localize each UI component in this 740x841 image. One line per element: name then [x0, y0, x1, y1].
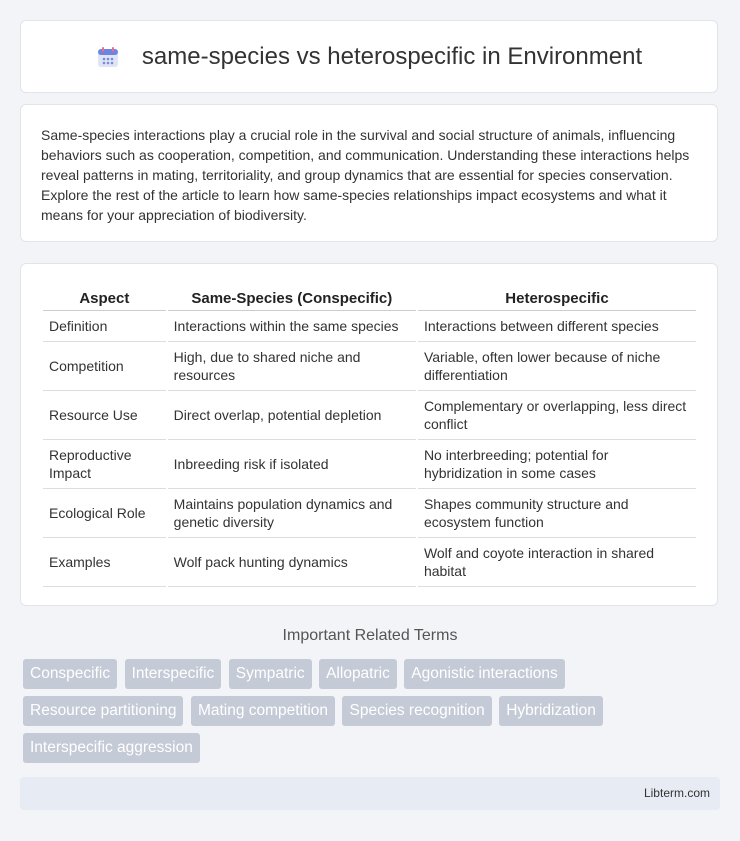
- table-cell: Complementary or overlapping, less direct conflict: [418, 391, 696, 440]
- related-terms-list: [23, 659, 723, 770]
- table-row: [43, 311, 696, 342]
- term-tag[interactable]: Agonistic interactions: [404, 659, 564, 689]
- related-terms-heading: Important Related Terms: [282, 627, 458, 644]
- table-cell: Interactions within the same species: [168, 311, 416, 342]
- table-header-row: [43, 284, 696, 311]
- page-title: same-species vs heterospecific in Environment: [141, 42, 643, 70]
- term-tag[interactable]: Resource partitioning: [23, 696, 183, 726]
- table-cell: High, due to shared niche and resources: [168, 342, 416, 391]
- column-header: Heterospecific: [418, 284, 696, 311]
- comparison-card: [20, 263, 718, 606]
- title-card: [20, 20, 718, 93]
- table-cell: Interactions between different species: [418, 311, 696, 342]
- table-cell: Inbreeding risk if isolated: [168, 440, 416, 489]
- footer: [20, 777, 720, 810]
- term-tag[interactable]: Interspecific: [125, 659, 222, 689]
- table-cell: Variable, often lower because of niche differentiation: [418, 342, 696, 391]
- table-row: [43, 440, 696, 489]
- intro-card: [20, 104, 718, 242]
- term-tag[interactable]: Conspecific: [23, 659, 117, 689]
- table-row: [43, 538, 696, 587]
- comparison-table: [41, 284, 698, 587]
- term-tag[interactable]: Allopatric: [319, 659, 397, 689]
- term-tag[interactable]: Species recognition: [342, 696, 491, 726]
- calendar-icon: [96, 45, 120, 69]
- intro-text: Same-species interactions play a crucial role in the survival and social structure of animals, influencing behaviors such as cooperation, competition, and communication. Understanding these interactions helps reveal patterns in mating, territoriality, and group dynamics that are essential for species conservation. Explore the rest of the article to learn how same-species relationships impact ecosystems and what it means for your appreciation of biodiversity.: [41, 127, 690, 223]
- table-cell: Examples: [43, 538, 166, 587]
- term-tag[interactable]: Hybridization: [499, 696, 603, 726]
- table-cell: Direct overlap, potential depletion: [168, 391, 416, 440]
- table-cell: Resource Use: [43, 391, 166, 440]
- term-tag[interactable]: Mating competition: [191, 696, 335, 726]
- table-cell: Ecological Role: [43, 489, 166, 538]
- footer-site-link[interactable]: Libterm.com: [643, 786, 710, 800]
- column-header: Same-Species (Conspecific): [168, 284, 416, 311]
- column-header: Aspect: [43, 284, 166, 311]
- table-row: [43, 489, 696, 538]
- table-cell: No interbreeding; potential for hybridization in some cases: [418, 440, 696, 489]
- term-tag[interactable]: Interspecific aggression: [23, 733, 200, 763]
- term-tag[interactable]: Sympatric: [229, 659, 312, 689]
- table-cell: Competition: [43, 342, 166, 391]
- table-cell: Maintains population dynamics and genetic diversity: [168, 489, 416, 538]
- table-cell: Reproductive Impact: [43, 440, 166, 489]
- table-cell: Wolf and coyote interaction in shared habitat: [418, 538, 696, 587]
- table-cell: Definition: [43, 311, 166, 342]
- table-cell: Shapes community structure and ecosystem function: [418, 489, 696, 538]
- table-row: [43, 391, 696, 440]
- table-row: [43, 342, 696, 391]
- table-cell: Wolf pack hunting dynamics: [168, 538, 416, 587]
